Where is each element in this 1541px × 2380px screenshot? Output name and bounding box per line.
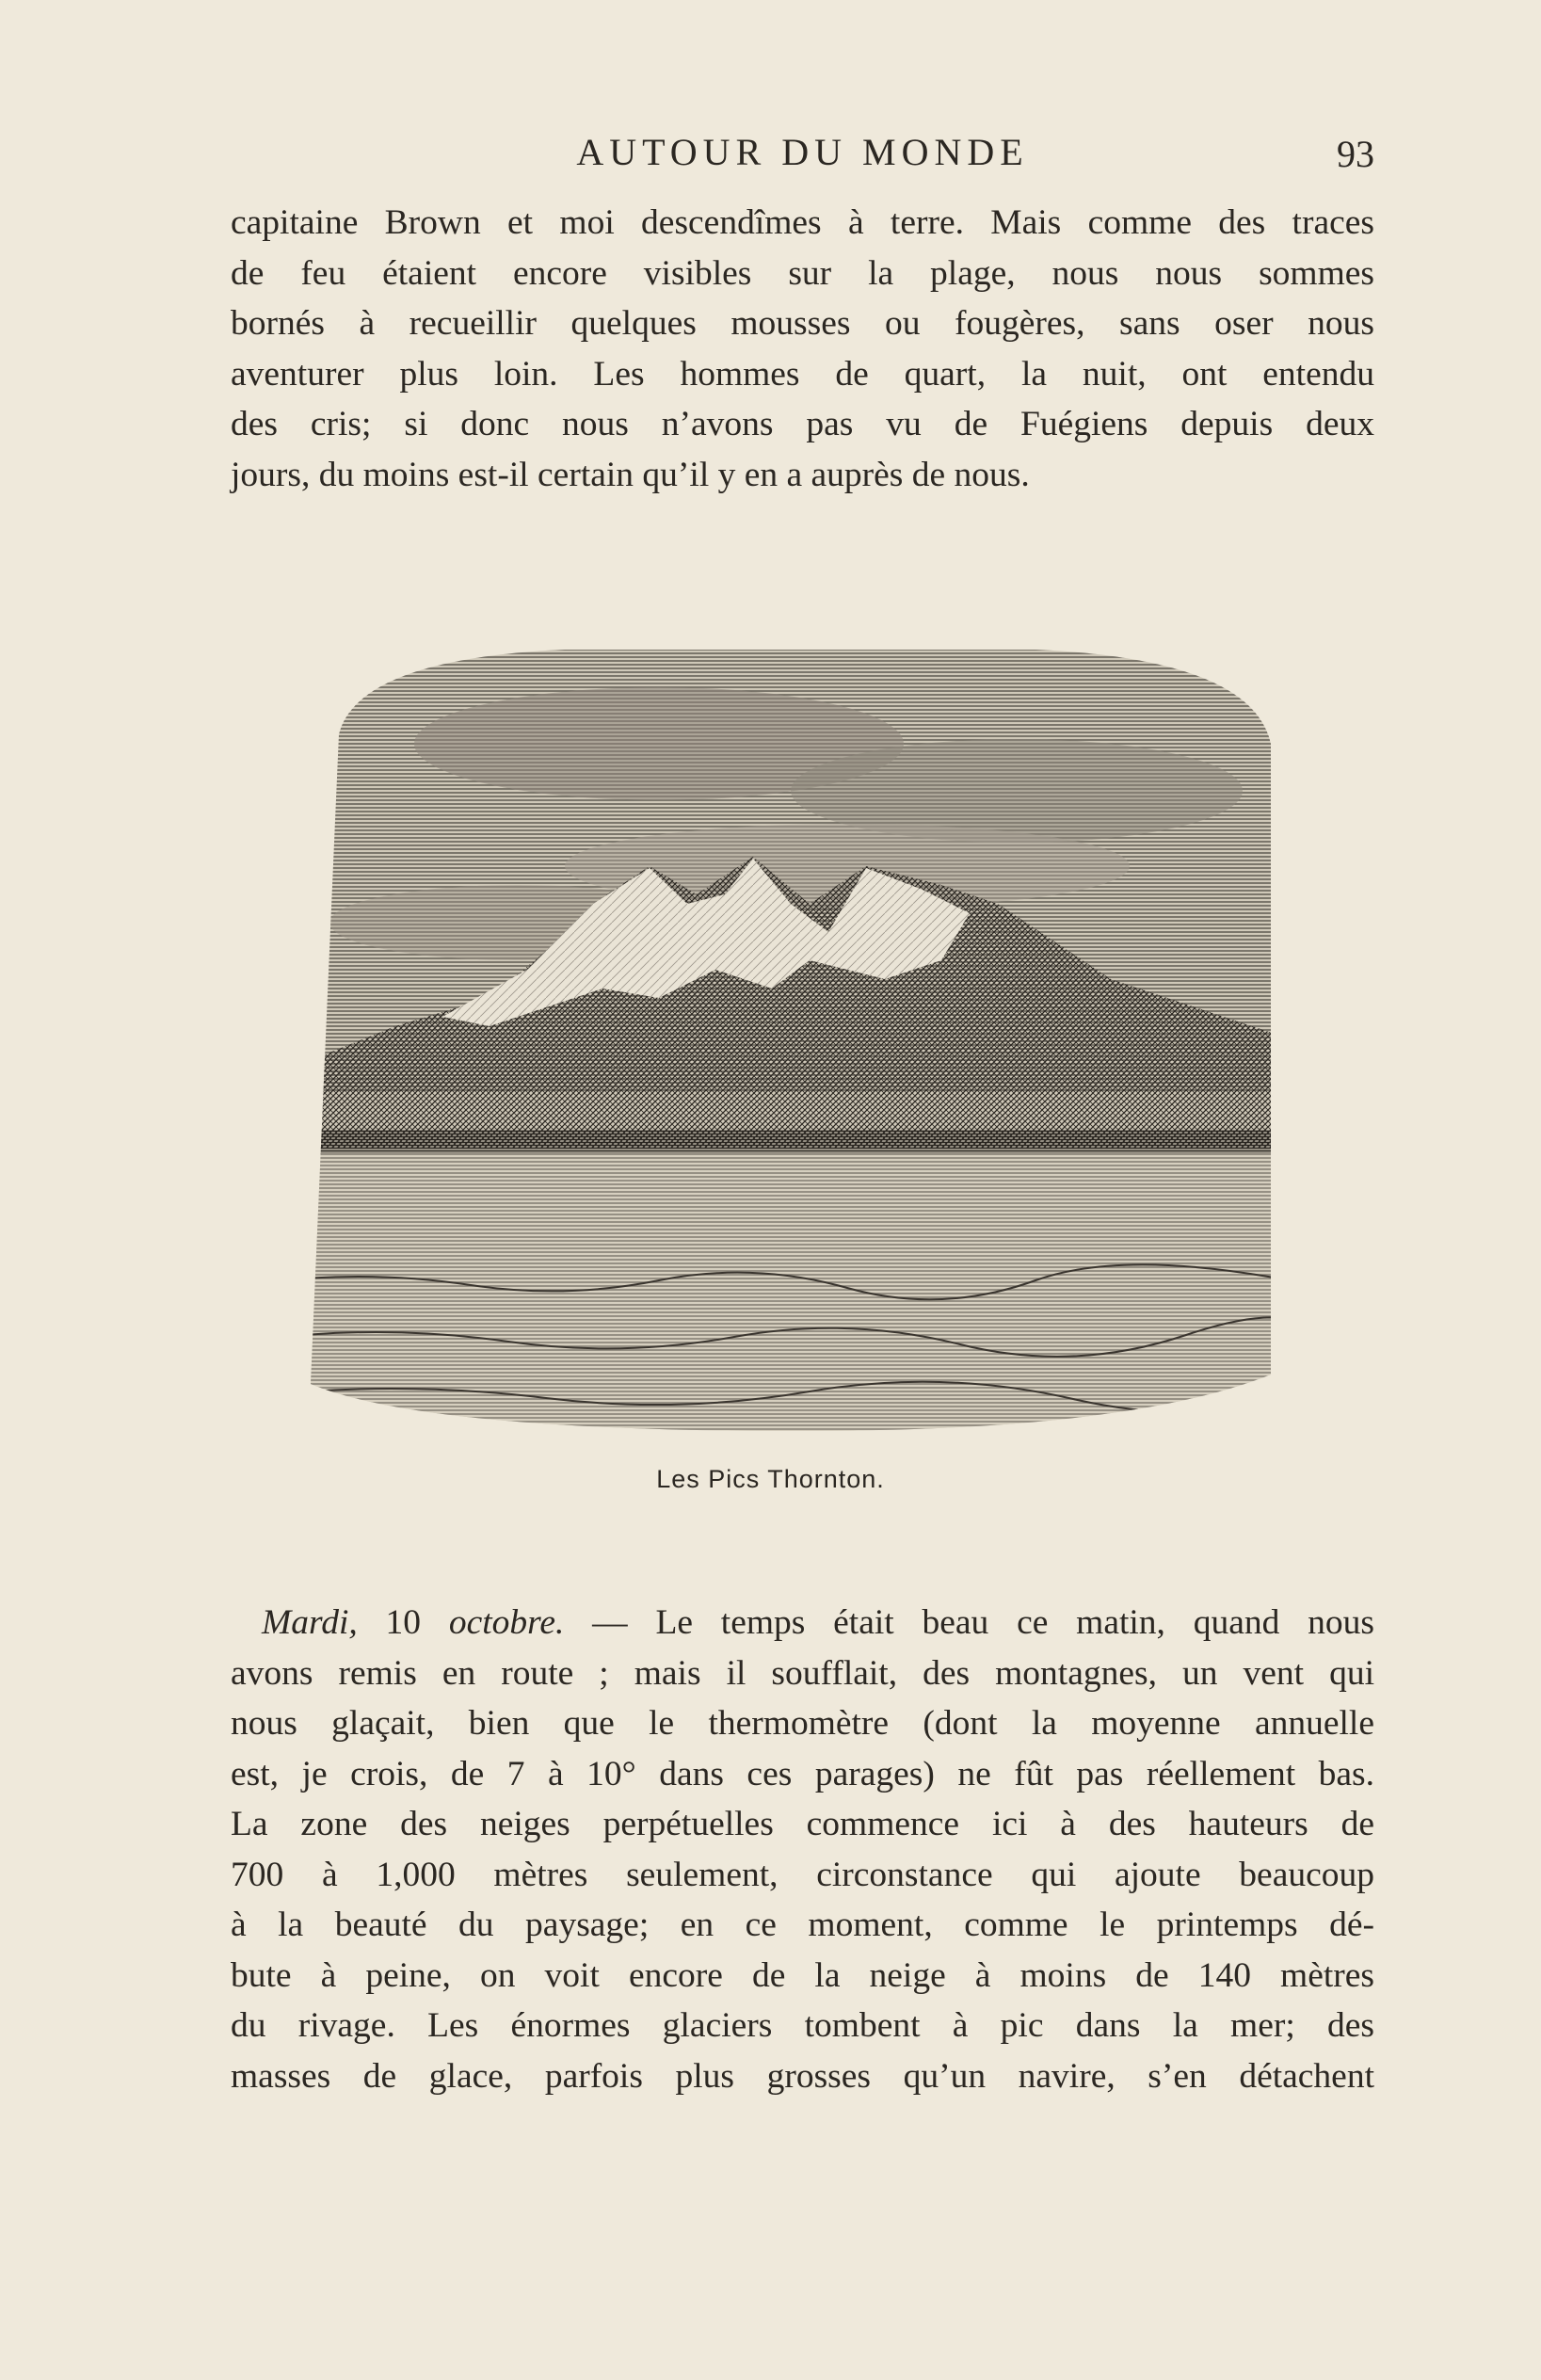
paragraph-1 [231, 198, 1374, 500]
text-line: à la beauté du paysage; en ce moment, comme le printemps dé- [231, 1906, 1374, 1944]
text-line: avons remis en route ; mais il soufflait, des montagnes, un vent qui [231, 1653, 1374, 1693]
text-line: aventurer plus loin. Les hommes de quart, la nuit, ont entendu [231, 354, 1374, 394]
engraving-illustration [282, 621, 1318, 1469]
text-line: bornés à recueillir quelques mousses ou fougères, sans oser nous [231, 304, 1374, 343]
paragraph-2 [231, 1598, 1374, 2101]
date-day: Mardi, [262, 1603, 358, 1642]
running-title: AUTOUR DU MONDE [576, 131, 1029, 173]
text-line: bute à peine, on voit encore de la neige à moins de 140 mètres [231, 1955, 1374, 1995]
date-number: 10 [357, 1603, 449, 1642]
text-line-first [231, 1598, 1374, 1648]
text-line: de feu étaient encore visibles sur la plage, nous nous sommes [231, 253, 1374, 293]
figure-caption: Les Pics Thornton. [656, 1465, 885, 1493]
text-line: 700 à 1,000 mètres seulement, circonstance qui ajoute beaucoup [231, 1855, 1374, 1894]
text-line: du rivage. Les énormes glaciers tombent à pic dans la mer; des [231, 2006, 1374, 2045]
date-month: octobre. [448, 1603, 565, 1642]
text-line: masses de glace, parfois plus grosses qu’un navire, s’en détachent [231, 2056, 1374, 2096]
page-number: 93 [1337, 133, 1374, 175]
text-line: nous glaçait, bien que le thermomètre (dont la moyenne annuelle [231, 1704, 1374, 1743]
text-line: est, je crois, de 7 à 10° dans ces parages) ne fût pas réellement bas. [231, 1754, 1374, 1793]
text-line: La zone des neiges perpétuelles commence ici à des hauteurs de [231, 1805, 1374, 1843]
text-line: des cris; si donc nous n’avons pas vu de Fuégiens depuis deux [231, 405, 1374, 443]
text-line: capitaine Brown et moi descendîmes à terre. Mais comme des traces [231, 203, 1374, 242]
first-line-text: — Le temps était beau ce matin, quand nous [564, 1603, 1375, 1642]
page-header [231, 130, 1374, 177]
text-line: jours, du moins est-il certain qu’il y en a auprès de nous. [231, 455, 1030, 494]
